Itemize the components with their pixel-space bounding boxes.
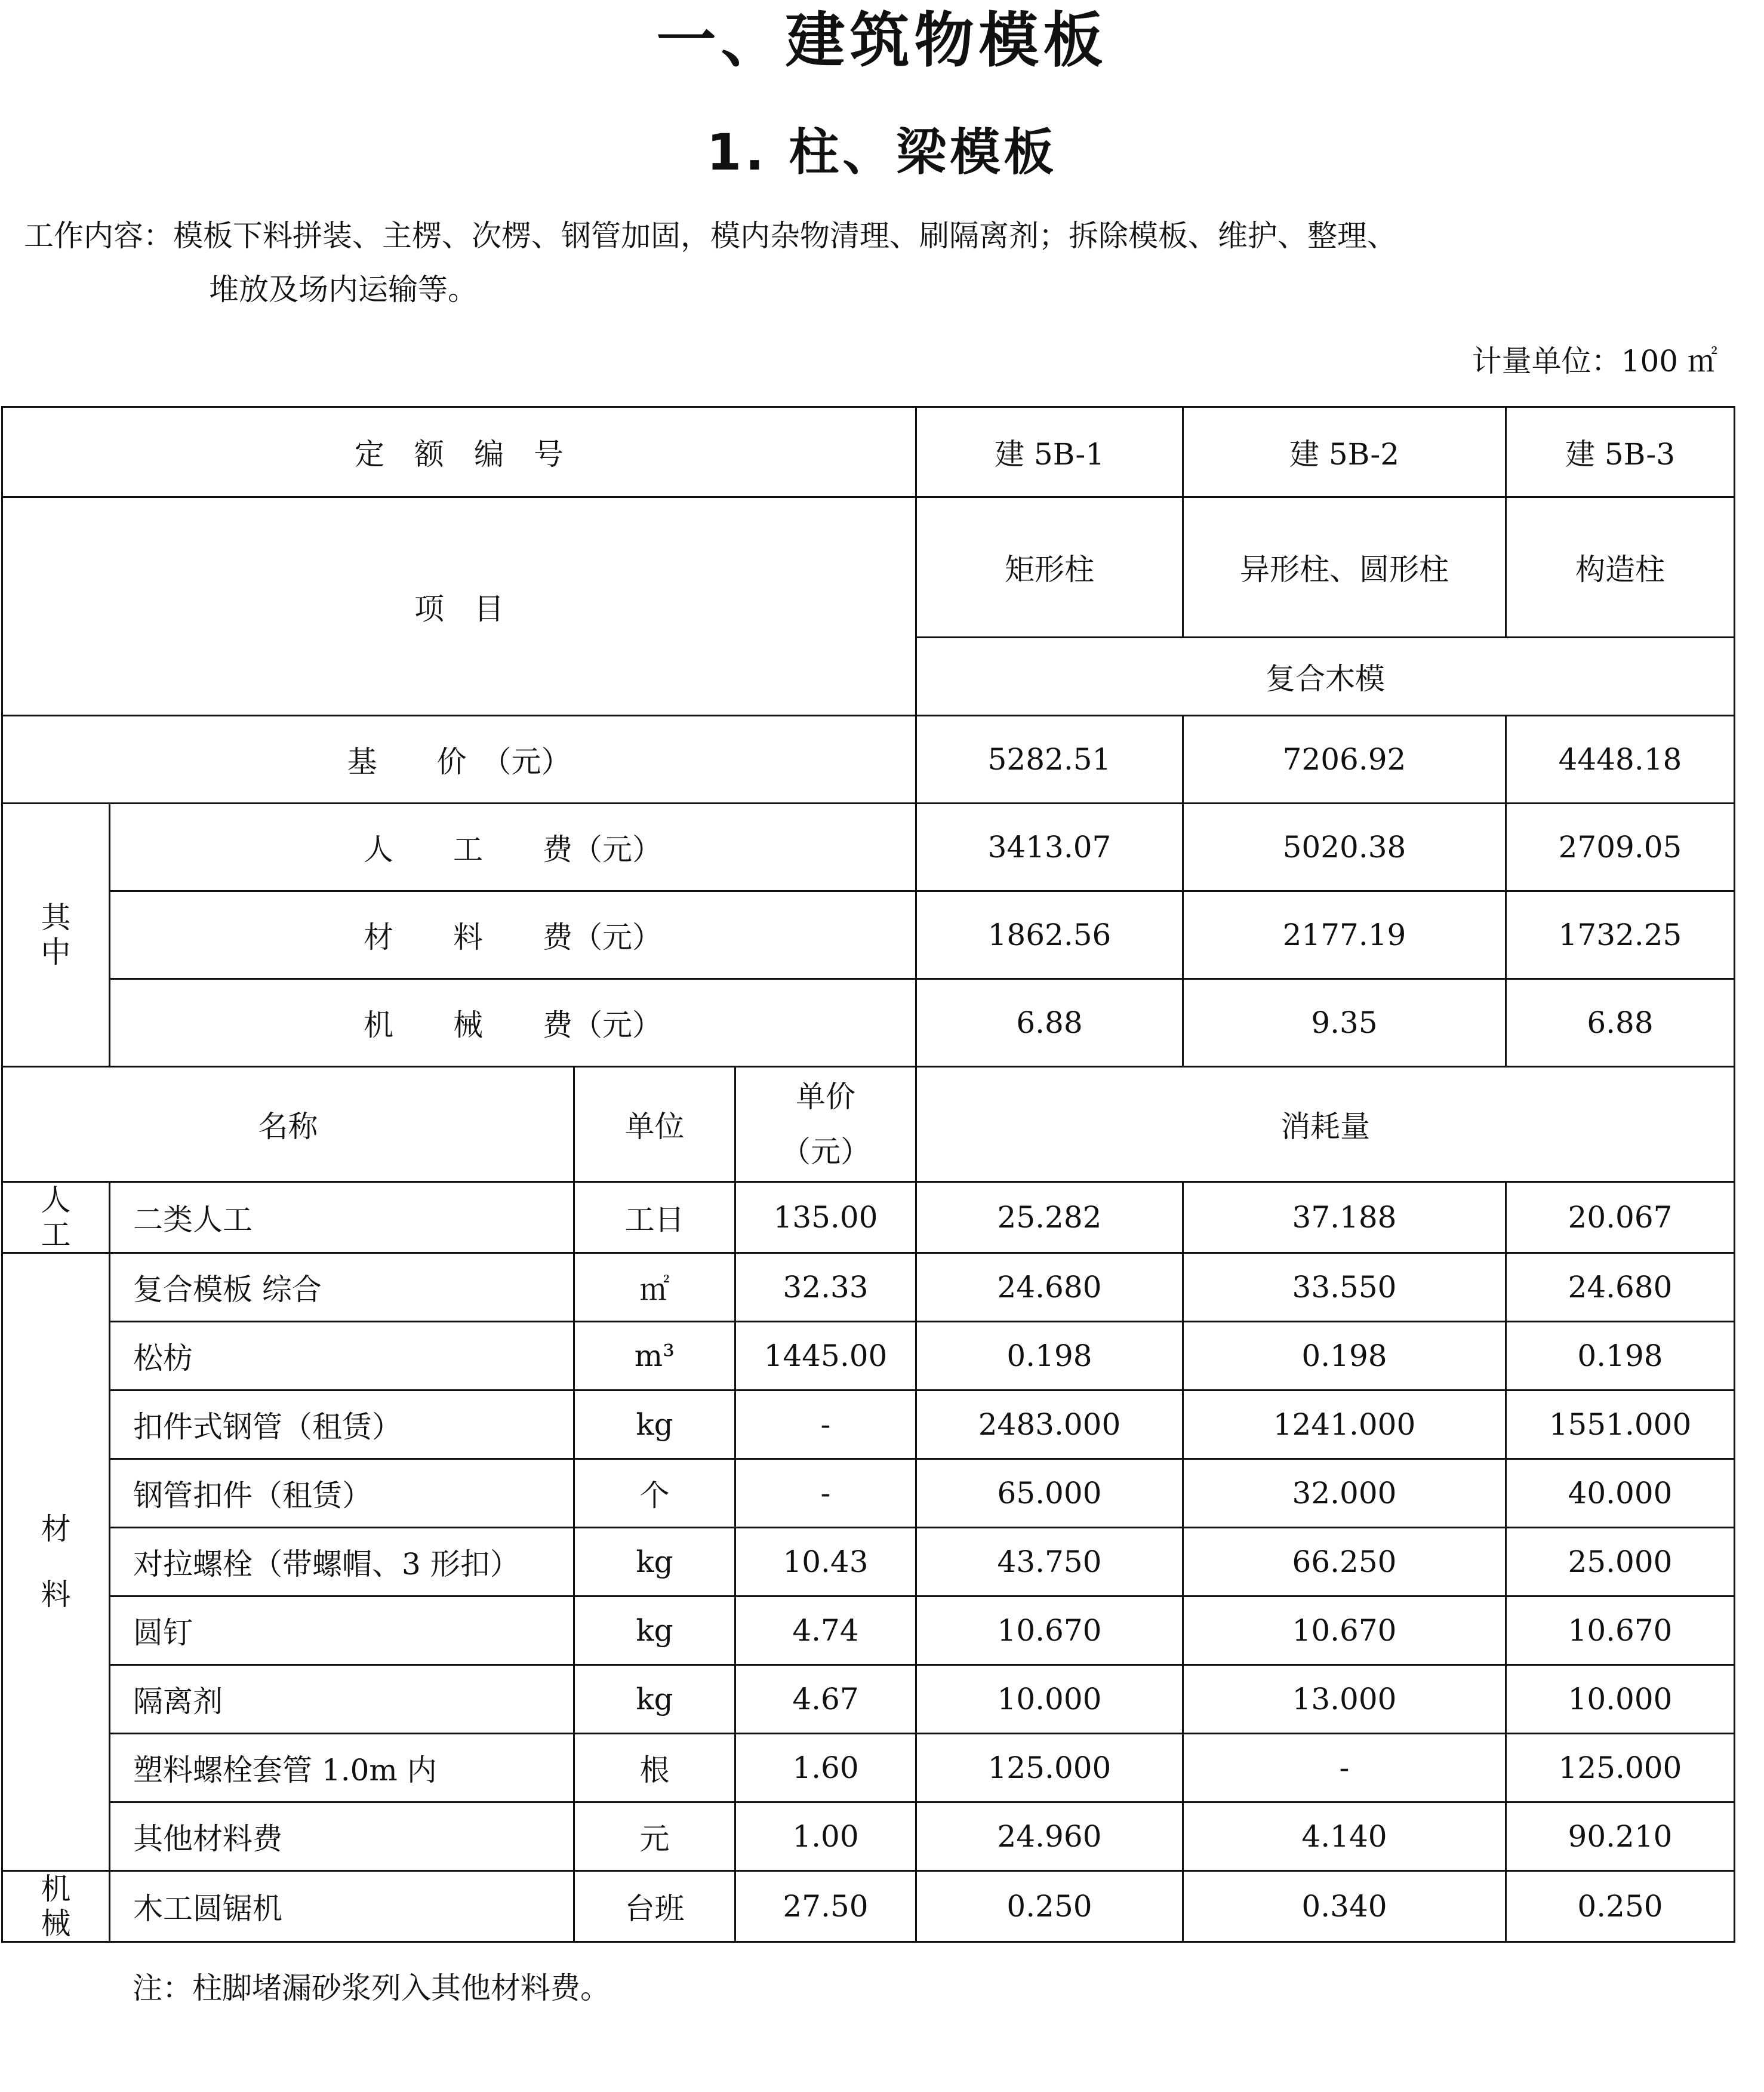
- row-unit: kg: [574, 1528, 735, 1596]
- machine-group-label: [2, 1871, 110, 1942]
- among-label: [2, 804, 110, 1067]
- row-unit: 个: [574, 1459, 735, 1528]
- quota-code-1: 建 5B-1: [916, 407, 1183, 497]
- labor-fee-label: 人 工 费（元）: [110, 804, 916, 891]
- row-name: 隔离剂: [110, 1665, 574, 1734]
- material-type: 复合木模: [916, 638, 1735, 716]
- footnote: 注：柱脚堵漏砂浆列入其他材料费。: [133, 1971, 610, 2005]
- unit-header: 单位: [574, 1067, 735, 1182]
- table-row: [2, 1734, 1735, 1802]
- row-value-1: 24.960: [916, 1802, 1183, 1871]
- row-price: 135.00: [735, 1182, 916, 1253]
- row-unit: 根: [574, 1734, 735, 1802]
- row-value-1: 10.000: [916, 1665, 1183, 1734]
- row-price: 32.33: [735, 1253, 916, 1322]
- row-unit: kg: [574, 1665, 735, 1734]
- item-2: 异形柱、圆形柱: [1183, 497, 1506, 638]
- material-fee-label: 材 料 费（元）: [110, 891, 916, 979]
- page-title: 一、建筑物模板: [656, 5, 1108, 75]
- row-value-1: 0.198: [916, 1322, 1183, 1390]
- row-value-2: 10.670: [1183, 1596, 1506, 1665]
- work-content-line-2: 堆放及场内运输等。: [209, 272, 478, 307]
- labor-fee-row: [2, 804, 1735, 891]
- row-value-3: 125.000: [1506, 1734, 1735, 1802]
- base-price-row: [2, 716, 1735, 804]
- row-value-3: 20.067: [1506, 1182, 1735, 1253]
- row-unit: 元: [574, 1802, 735, 1871]
- row-price: -: [735, 1459, 916, 1528]
- row-unit: 台班: [574, 1871, 735, 1942]
- row-price: 10.43: [735, 1528, 916, 1596]
- table-row: [2, 1390, 1735, 1459]
- row-value-1: 0.250: [916, 1871, 1183, 1942]
- base-price-3: 4448.18: [1506, 716, 1735, 804]
- machine-group-text: 机械: [41, 1872, 71, 1941]
- unit-price-header-line-1: 单价: [796, 1079, 855, 1114]
- row-value-3: 90.210: [1506, 1802, 1735, 1871]
- machine-fee-row: [2, 979, 1735, 1067]
- consumption-header: 消耗量: [916, 1067, 1735, 1182]
- labor-fee-1: 3413.07: [916, 804, 1183, 891]
- row-value-2: -: [1183, 1734, 1506, 1802]
- work-content: [24, 209, 1743, 316]
- row-value-3: 40.000: [1506, 1459, 1735, 1528]
- table-row: [2, 1871, 1735, 1942]
- table-row: [2, 1528, 1735, 1596]
- quota-no-label: 定 额 编 号: [2, 407, 916, 497]
- row-name: 其他材料费: [110, 1802, 574, 1871]
- labor-group-label: [2, 1182, 110, 1253]
- table-row: [2, 1665, 1735, 1734]
- row-price: 1445.00: [735, 1322, 916, 1390]
- unit-price-header-line-2: （元）: [781, 1134, 870, 1169]
- quota-table: [1, 406, 1735, 1943]
- table-row: [2, 1596, 1735, 1665]
- row-name: 扣件式钢管（租赁）: [110, 1390, 574, 1459]
- row-value-2: 32.000: [1183, 1459, 1506, 1528]
- table-row: [2, 1322, 1735, 1390]
- item-1: 矩形柱: [916, 497, 1183, 638]
- quota-code-2: 建 5B-2: [1183, 407, 1506, 497]
- row-value-2: 0.340: [1183, 1871, 1506, 1942]
- quota-code-row: [2, 407, 1735, 497]
- row-value-2: 4.140: [1183, 1802, 1506, 1871]
- row-value-3: 25.000: [1506, 1528, 1735, 1596]
- row-value-2: 0.198: [1183, 1322, 1506, 1390]
- row-unit: m³: [574, 1322, 735, 1390]
- table-row: [2, 1253, 1735, 1322]
- row-value-2: 66.250: [1183, 1528, 1506, 1596]
- row-name: 复合模板 综合: [110, 1253, 574, 1322]
- row-value-3: 0.250: [1506, 1871, 1735, 1942]
- row-value-2: 1241.000: [1183, 1390, 1506, 1459]
- machine-fee-3: 6.88: [1506, 979, 1735, 1067]
- material-fee-1: 1862.56: [916, 891, 1183, 979]
- item-3: 构造柱: [1506, 497, 1735, 638]
- labor-group-text: 人工: [41, 1183, 71, 1252]
- item-row: [2, 497, 1735, 638]
- row-price: 1.60: [735, 1734, 916, 1802]
- row-value-2: 13.000: [1183, 1665, 1506, 1734]
- table-row: [2, 1459, 1735, 1528]
- row-value-1: 125.000: [916, 1734, 1183, 1802]
- machine-fee-2: 9.35: [1183, 979, 1506, 1067]
- name-header: 名称: [2, 1067, 574, 1182]
- row-name: 二类人工: [110, 1182, 574, 1253]
- unit-price-header: [735, 1067, 916, 1182]
- item-label: 项 目: [2, 497, 916, 716]
- material-fee-row: [2, 891, 1735, 979]
- base-price-1: 5282.51: [916, 716, 1183, 804]
- row-name: 塑料螺栓套管 1.0m 内: [110, 1734, 574, 1802]
- row-name: 松枋: [110, 1322, 574, 1390]
- row-value-2: 37.188: [1183, 1182, 1506, 1253]
- machine-fee-1: 6.88: [916, 979, 1183, 1067]
- material-group-label: [2, 1253, 110, 1871]
- work-content-line-1: 工作内容：模板下料拼装、主楞、次楞、钢管加固，模内杂物清理、刷隔离剂；拆除模板、维护、整理、: [24, 219, 1397, 253]
- row-value-1: 2483.000: [916, 1390, 1183, 1459]
- row-name: 钢管扣件（租赁）: [110, 1459, 574, 1528]
- row-name: 木工圆锯机: [110, 1871, 574, 1942]
- row-value-3: 10.000: [1506, 1665, 1735, 1734]
- row-value-1: 65.000: [916, 1459, 1183, 1528]
- material-fee-3: 1732.25: [1506, 891, 1735, 979]
- row-value-1: 43.750: [916, 1528, 1183, 1596]
- section-subtitle: 1. 柱、梁模板: [706, 123, 1058, 181]
- table-row: [2, 1802, 1735, 1871]
- row-unit: 工日: [574, 1182, 735, 1253]
- row-unit: kg: [574, 1390, 735, 1459]
- unit-of-measure: 计量单位：100 ㎡: [1471, 344, 1717, 379]
- row-price: 4.74: [735, 1596, 916, 1665]
- row-name: 圆钉: [110, 1596, 574, 1665]
- row-value-3: 0.198: [1506, 1322, 1735, 1390]
- row-price: 1.00: [735, 1802, 916, 1871]
- row-value-3: 24.680: [1506, 1253, 1735, 1322]
- quota-code-3: 建 5B-3: [1506, 407, 1735, 497]
- row-value-1: 25.282: [916, 1182, 1183, 1253]
- table-row: [2, 1182, 1735, 1253]
- row-price: -: [735, 1390, 916, 1459]
- row-value-3: 1551.000: [1506, 1390, 1735, 1459]
- row-value-1: 10.670: [916, 1596, 1183, 1665]
- row-price: 4.67: [735, 1665, 916, 1734]
- labor-fee-3: 2709.05: [1506, 804, 1735, 891]
- row-price: 27.50: [735, 1871, 916, 1942]
- row-value-1: 24.680: [916, 1253, 1183, 1322]
- base-price-label: 基 价 （元）: [2, 716, 916, 804]
- column-header-row: [2, 1067, 1735, 1182]
- row-unit: kg: [574, 1596, 735, 1665]
- material-fee-2: 2177.19: [1183, 891, 1506, 979]
- labor-fee-2: 5020.38: [1183, 804, 1506, 891]
- row-unit: ㎡: [574, 1253, 735, 1322]
- among-label-text: 其中: [41, 900, 71, 970]
- row-value-3: 10.670: [1506, 1596, 1735, 1665]
- row-value-2: 33.550: [1183, 1253, 1506, 1322]
- material-group-text: 材料: [41, 1512, 71, 1612]
- base-price-2: 7206.92: [1183, 716, 1506, 804]
- row-name: 对拉螺栓（带螺帽、3 形扣）: [110, 1528, 574, 1596]
- machine-fee-label: 机 械 费（元）: [110, 979, 916, 1067]
